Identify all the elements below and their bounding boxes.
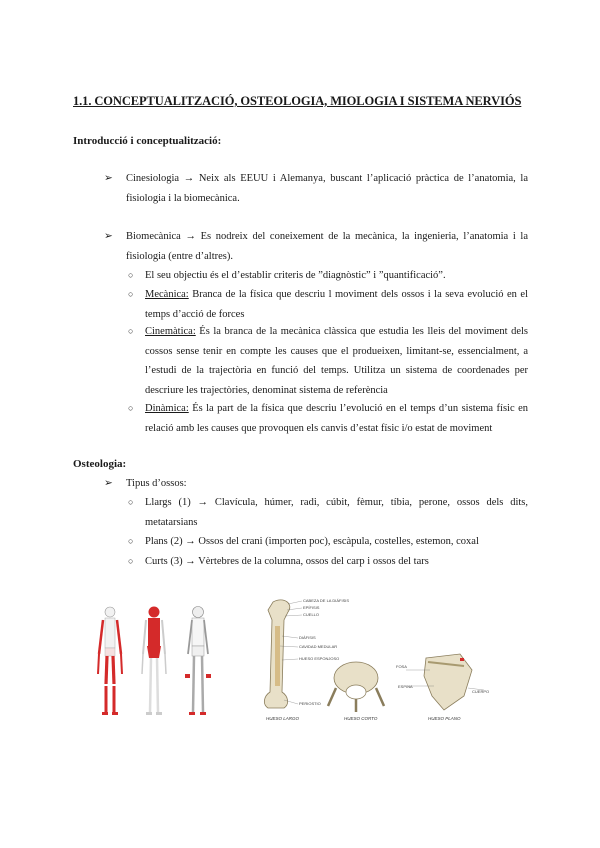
sub-bullet-objectiu: [128, 266, 528, 286]
femur-label: EPÍFISIS: [303, 605, 320, 610]
circle-bullet-icon: ○: [128, 289, 134, 299]
femur-label: PERIOSTIO: [299, 701, 321, 706]
circle-bullet-icon: ○: [128, 326, 134, 336]
intro-heading: Introducció i conceptualització:: [73, 135, 222, 147]
arrow-bullet-icon: ➢: [104, 173, 113, 184]
bullet-cinesiologia: [104, 169, 528, 208]
dinamica-term: Dinàmica:: [145, 403, 189, 414]
short-bone-caption: HUESO CORTO: [344, 716, 378, 721]
skeleton-short-bones-illustration: [185, 607, 211, 716]
skeleton-flat-bones-illustration: [142, 607, 166, 716]
flat-bone-caption: HUESO PLANO: [428, 716, 461, 721]
sub-bullet-plans: [128, 532, 528, 552]
sub-bullet-curts: [128, 552, 528, 572]
sub-bullet-llargs: [128, 493, 528, 532]
mecanica-text: Branca de la física que descriu l moviment dels ossos i la seva evolució en el temps d’acció de forces: [145, 289, 528, 320]
scapula-label: FOSA: [396, 664, 407, 669]
bullet-biomecanica: [104, 227, 528, 266]
cinesiologia-text: Cinesiologia → Neix als EEUU i Alemanya, buscant l’aplicació pràctica de l’anatomia, la fisiologia i la biomecànica.: [126, 173, 528, 204]
short-bone-diagram: [328, 662, 384, 721]
circle-bullet-icon: ○: [128, 556, 134, 566]
femur-label: CAVIDAD MEDULAR: [299, 644, 338, 649]
femur-label: DIÁFISIS: [299, 635, 316, 640]
biomecanica-text: Biomecànica → Es nodreix del coneixement de la mecànica, la ingenieria, l’anatomia i la fisiologia (entre d’altres).: [126, 231, 528, 262]
osteologia-heading: Osteologia:: [73, 458, 127, 470]
circle-bullet-icon: ○: [128, 270, 134, 280]
mecanica-term: Mecànica:: [145, 289, 189, 300]
page-title: 1.1. CONCEPTUALITZACIÓ, OSTEOLOGIA, MIOLOGIA I SISTEMA NERVIÓS: [73, 94, 522, 108]
scapula-label: CUERPO: [472, 689, 490, 694]
skeleton-long-bones-illustration: [98, 607, 122, 715]
circle-bullet-icon: ○: [128, 497, 134, 507]
scapula-label: ESPINA: [398, 684, 413, 689]
flat-bone-diagram: [396, 654, 489, 721]
arrow-bullet-icon: ➢: [104, 231, 113, 242]
plans-text: Plans (2) → Ossos del crani (importen poc), escàpula, costelles, estemon, coxal: [145, 536, 479, 547]
cinematica-text: És la branca de la mecànica clàssica que estudia les lleis del moviment dels cossos sense tenir en compte les causes que el produeixen, limitant-se, essencialment, a l’estudi de la trajectòria en funció del temps. Utilitza un sistema de coordenades per descriure les trajectòries, denominat sistema de referència: [145, 326, 528, 396]
femur-label: CUELLO: [303, 612, 320, 617]
curts-text: Curts (3) → Vèrtebres de la columna, ossos del carp i ossos del tars: [145, 556, 429, 567]
sub-bullet-dinamica: [128, 399, 528, 438]
sub-bullet-cinematica: [128, 322, 528, 400]
circle-bullet-icon: ○: [128, 403, 134, 413]
dinamica-text: És la part de la física que descriu l’evolució en el temps d’un sistema físic en relació amb les causes que provoquen els canvis d’estat físic i/o estat de moviment: [145, 403, 528, 434]
femur-label: HUESO ESPONJOSO: [299, 656, 340, 661]
circle-bullet-icon: ○: [128, 536, 134, 546]
femur-label: CABEZA DE LA DIÁFISIS: [303, 598, 350, 603]
bullet-tipus: [104, 474, 528, 494]
cinematica-term: Cinemàtica:: [145, 326, 196, 337]
bone-types-figure: [88, 596, 508, 726]
long-bone-caption: HUESO LARGO: [266, 716, 300, 721]
tipus-text: Tipus d’ossos:: [126, 478, 187, 489]
sub-bullet-mecanica: [128, 285, 528, 324]
long-bone-diagram: [264, 598, 349, 721]
arrow-bullet-icon: ➢: [104, 478, 113, 489]
objectiu-text: El seu objectiu és el d’establir criteris de ”diagnòstic” i ”quantificació”.: [145, 270, 446, 281]
llargs-text: Llargs (1) → Clavícula, húmer, radi, cúbit, fèmur, tíbia, perone, ossos dels dits, metatarsians: [145, 497, 528, 528]
